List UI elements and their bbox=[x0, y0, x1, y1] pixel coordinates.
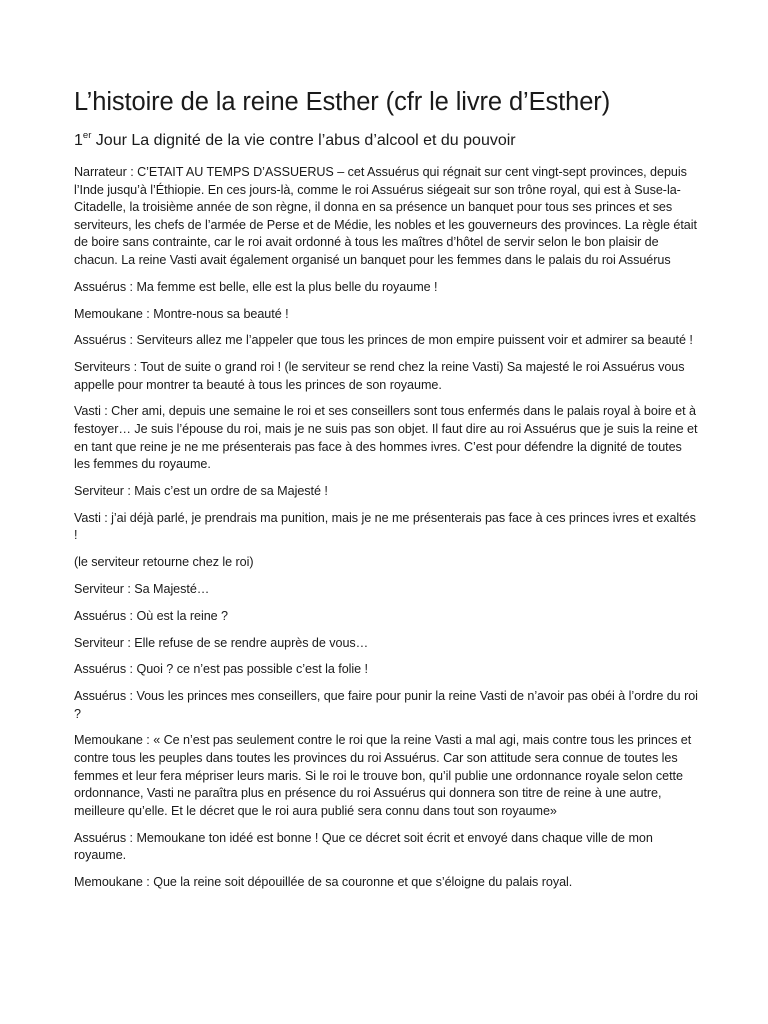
paragraph-dialogue: Assuérus : Serviteurs allez me l’appeler que tous les princes de mon empire puissent voir et admirer sa beauté ! bbox=[74, 333, 693, 348]
paragraph-dialogue: Assuérus : Memoukane ton idéé est bonne ! Que ce décret soit écrit et envoyé dans chaque ville de mon royaume. bbox=[74, 830, 653, 863]
paragraph-dialogue: Assuérus : Ma femme est belle, elle est la plus belle du royaume ! bbox=[74, 279, 438, 294]
paragraph-dialogue: Memoukane : « Ce n’est pas seulement contre le roi que la reine Vasti a mal agi, mais contre tous les princes et contre tous les peuples dans toutes les provinces du roi Assuérus. Car son attitude sera connue de toutes les femmes et leur fera mépriser leurs maris. Si le roi le trouve bon, qu’il publie une ordonnance royale selon cette ordonnance, Vasti ne paraîtra plus en présence du roi Assuérus qui donnera son titre de reine à une autre, meilleure qu’elle. Et le décret que le roi aura publié sera connu dans tout son royaume» bbox=[74, 733, 692, 818]
paragraph-stage-direction: (le serviteur retourne chez le roi) bbox=[74, 555, 254, 570]
day-number: 1 bbox=[74, 132, 83, 149]
paragraph-narrateur: Narrateur : C’ETAIT AU TEMPS D’ASSUERUS – cet Assuérus qui régnait sur cent vingt-sept provinces, depuis l’Inde jusqu’à l’Éthiopie. En ces jours-là, comme le roi Assuérus siégeait sur son trône royal, qui est à Suse-la-Citadelle, la troisième année de son règne, il donna en sa présence un banquet pour tous ses princes et ses serviteurs, les chefs de l’armée de Perse et de Médie, les nobles et les gouverneurs des provinces. La règle était de boire sans contrainte, car le roi avait ordonné à tous les maîtres d’hôtel de servir selon le bon plaisir de chacun. La reine Vasti avait également organisé un banquet pour les femmes dans le palais du roi Assuérus bbox=[74, 165, 697, 267]
subtitle-text: Jour La dignité de la vie contre l’abus d’alcool et du pouvoir bbox=[91, 132, 516, 149]
paragraph-dialogue: Vasti : Cher ami, depuis une semaine le roi et ses conseillers sont tous enfermés dans le palais royal à boire et à festoyer… Je suis l’épouse du roi, mais je ne suis pas son objet. Il faut dire au roi Assuérus que je suis la reine et en tant que reine je ne me présenterais pas face à des hommes ivres. C’est pour défendre la dignité de toutes les femmes du royaume. bbox=[74, 404, 698, 472]
paragraph-dialogue: Memoukane : Que la reine soit dépouillée de sa couronne et que s’éloigne du palais royal. bbox=[74, 875, 573, 889]
paragraph-dialogue: Serviteurs : Tout de suite o grand roi ! (le serviteur se rend chez la reine Vasti) Sa majesté le roi Assuérus vous appelle pour montrer ta beauté à tous les princes de son royaume. bbox=[74, 360, 685, 392]
document-subtitle bbox=[74, 130, 700, 152]
paragraph-dialogue: Serviteur : Elle refuse de se rendre auprès de vous… bbox=[74, 635, 369, 650]
document-page bbox=[74, 84, 700, 901]
paragraph-dialogue: Memoukane : Montre-nous sa beauté ! bbox=[74, 306, 289, 321]
document-title: L’histoire de la reine Esther (cfr le livre d’Esther) bbox=[74, 88, 611, 116]
day-ordinal-superscript: er bbox=[82, 130, 92, 141]
paragraph-dialogue: Vasti : j’ai déjà parlé, je prendrais ma punition, mais je ne me présenterais pas face à ces princes ivres et exaltés ! bbox=[74, 510, 696, 543]
paragraph-dialogue: Serviteur : Sa Majesté… bbox=[74, 581, 210, 596]
paragraph-dialogue: Assuérus : Où est la reine ? bbox=[74, 608, 228, 623]
paragraph-dialogue: Assuérus : Vous les princes mes conseillers, que faire pour punir la reine Vasti de n’avoir pas obéi à l’ordre du roi ? bbox=[74, 689, 698, 721]
paragraph-dialogue: Serviteur : Mais c’est un ordre de sa Majesté ! bbox=[74, 484, 328, 499]
paragraph-dialogue: Assuérus : Quoi ? ce n’est pas possible c’est la folie ! bbox=[74, 662, 369, 677]
